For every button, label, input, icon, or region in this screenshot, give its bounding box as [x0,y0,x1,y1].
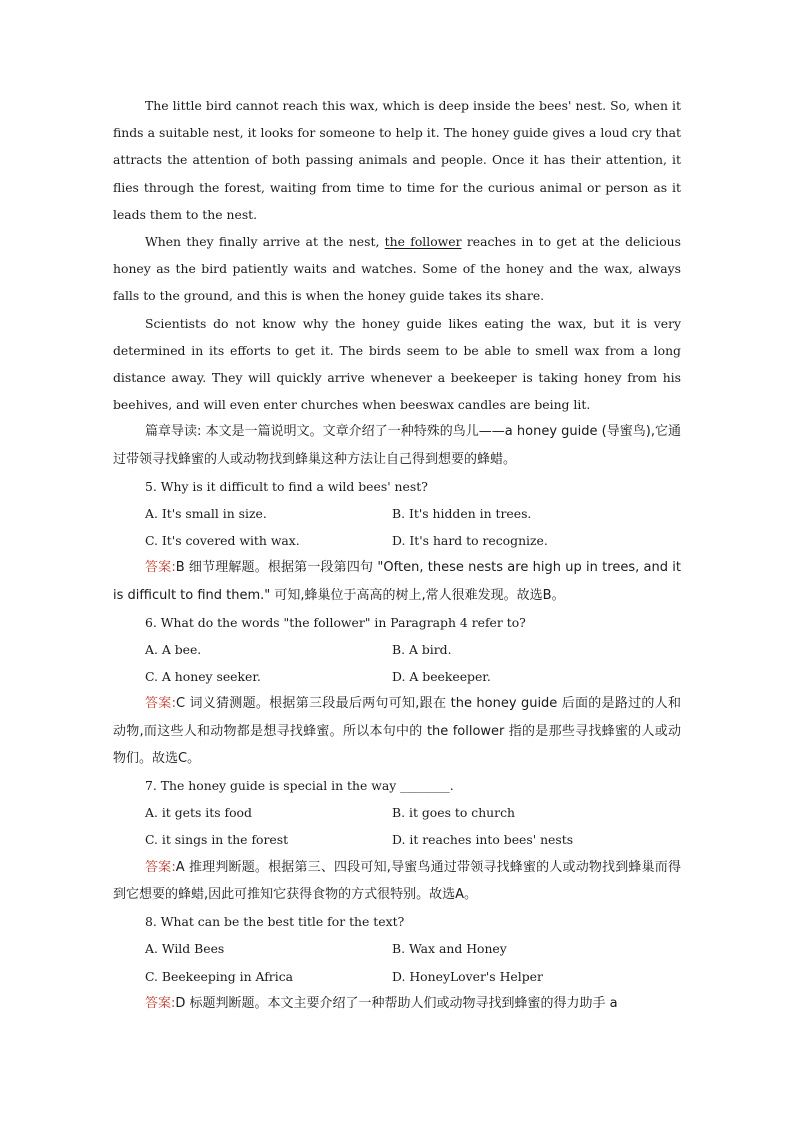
question-6 [113,609,681,772]
answer-explanation [113,854,681,908]
option-c: C. it sings in the forest [145,832,289,848]
option-a: A. Wild Bees [145,941,225,957]
option-row [113,663,681,690]
option-a: A. it gets its food [145,805,252,821]
question-stem: 7. The honey guide is special in the way ________. [145,778,454,794]
underlined-phrase: the follower [384,234,462,250]
answer-text: D 标题判断题。本文主要介绍了一种帮助人们或动物寻找到蜂蜜的得力助手 a [175,995,618,1011]
option-b: B. it goes to church [392,805,516,821]
passage-paragraph-2 [113,228,681,310]
passage-paragraph-3: Scientists do not know why the honey guide likes eating the wax, but it is very determined in its efforts to get it. The birds seem to be able to smell wax from a long distance away. They will quickly arrive whenever a beekeeper is taking honey from his beehives, and will even enter churches when beeswax candles are being lit. [113,315,681,413]
option-c: C. A honey seeker. [145,669,261,685]
option-d: D. it reaches into bees' nests [392,832,574,848]
passage-guide: 篇章导读: 本文是一篇说明文。文章介绍了一种特殊的鸟儿——a honey guide (导蜜鸟),它通过带领寻找蜂蜜的人或动物找到蜂巢这种方法让自己得到想要的蜂蜡。 [113,424,681,467]
answer-label: 答案: [145,995,176,1011]
answer-text: C 词义猜测题。根据第三段最后两句可知,跟在 the honey guide 后面的是路过的人和动物,而这些人和动物都是想寻找蜂蜜。所以本句中的 the follower 指的是那些寻找蜂蜜的人或动物们。故选C。 [113,696,681,766]
option-row [113,826,681,853]
option-a: A. A bee. [145,642,202,658]
option-row [113,527,681,554]
paragraph-2-start: When they finally arrive at the nest, [145,234,385,250]
question-stem: 8. What can be the best title for the text? [145,914,405,930]
option-b: B. A bird. [392,642,452,658]
answer-explanation [113,554,681,608]
option-d: D. It's hard to recognize. [392,533,548,549]
option-d: D. HoneyLover's Helper [392,968,543,984]
option-row [113,799,681,826]
answer-label: 答案: [145,859,176,875]
answer-explanation [113,990,681,1017]
answer-label: 答案: [145,696,176,712]
option-c: C. It's covered with wax. [145,533,300,549]
option-b: B. Wax and Honey [392,941,507,957]
option-b: B. It's hidden in trees. [392,506,532,522]
option-c: C. Beekeeping in Africa [145,968,294,984]
option-row [113,935,681,962]
question-stem: 6. What do the words "the follower" in Paragraph 4 refer to? [145,614,526,630]
answer-text: B 细节理解题。根据第一段第四句 "Often, these nests are high up in trees, and it is difficult to find them." 可知,蜂巢位于高高的树上,常人很难发现。故选B。 [113,560,681,603]
paragraph-2-end: reaches in to get at the delicious honey as the bird patiently waits and watches. Some of the honey and the wax, always falls to the ground, and this is when the honey guide takes its share. [113,234,681,304]
option-a: A. It's small in size. [145,506,267,522]
answer-text: A 推理判断题。根据第三、四段可知,导蜜鸟通过带领寻找蜂蜜的人或动物找到蜂巢而得到它想要的蜂蜡,因此可推知它获得食物的方式很特别。故选A。 [113,859,681,902]
option-row [113,500,681,527]
question-8 [113,908,681,1017]
document-page [113,92,681,1017]
passage-paragraph-1: The little bird cannot reach this wax, which is deep inside the bees' nest. So, when it finds a suitable nest, it looks for someone to help it. The honey guide gives a loud cry that attracts the attention of both passing animals and people. Once it has their attention, it flies through the forest, waiting from time to time for the curious animal or person as it leads them to the nest. [113,98,681,222]
option-row [113,963,681,990]
question-stem: 5. Why is it difficult to find a wild bees' nest? [145,478,428,494]
answer-label: 答案: [145,560,176,576]
option-d: D. A beekeeper. [392,669,491,685]
answer-explanation [113,690,681,772]
question-5 [113,473,681,609]
option-row [113,636,681,663]
question-7 [113,772,681,908]
